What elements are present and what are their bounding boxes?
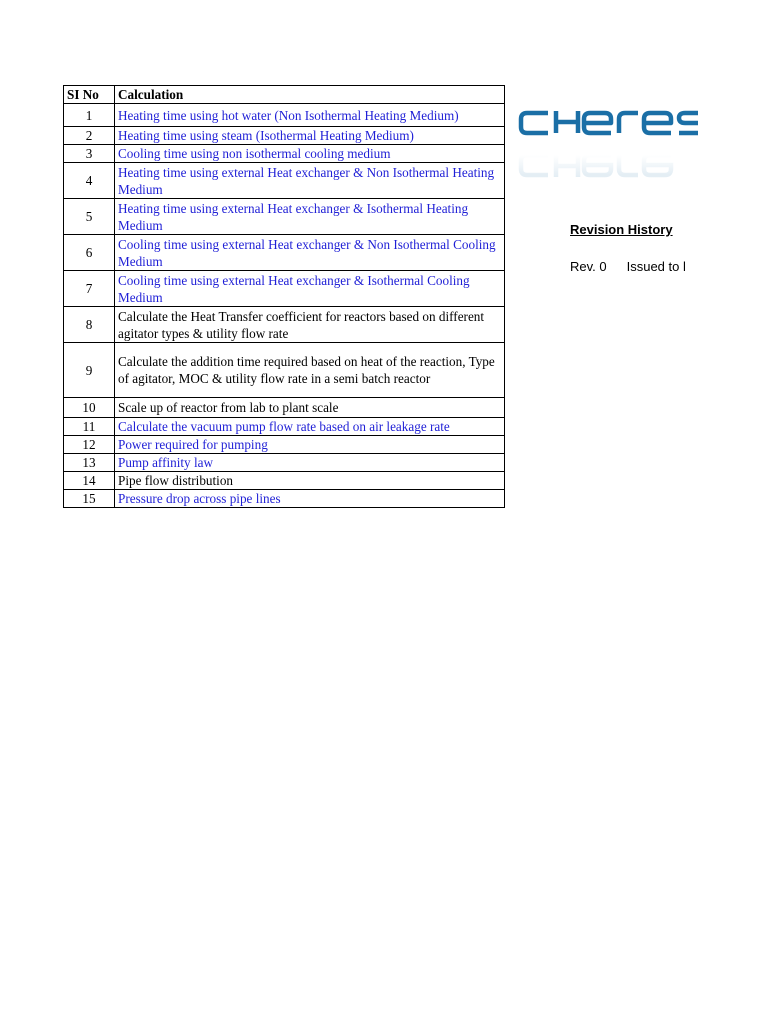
calculation-text: Scale up of reactor from lab to plant scale bbox=[115, 398, 505, 418]
row-number: 9 bbox=[64, 343, 115, 398]
table-row bbox=[64, 127, 505, 145]
row-number: 3 bbox=[64, 145, 115, 163]
row-number: 14 bbox=[64, 472, 115, 490]
calculation-index-table bbox=[63, 85, 505, 508]
calculation-link[interactable]: Cooling time using external Heat exchanger & Isothermal Cooling Medium bbox=[115, 271, 505, 307]
calculation-link[interactable]: Cooling time using non isothermal cooling medium bbox=[115, 145, 505, 163]
calculation-link[interactable]: Calculate the vacuum pump flow rate based on air leakage rate bbox=[115, 418, 505, 436]
calculation-text: Pipe flow distribution bbox=[115, 472, 505, 490]
revision-history-title: Revision History bbox=[570, 222, 673, 237]
row-number: 4 bbox=[64, 163, 115, 199]
header-si-no: SI No bbox=[64, 86, 115, 104]
row-number: 8 bbox=[64, 307, 115, 343]
calculation-link[interactable]: Heating time using steam (Isothermal Heating Medium) bbox=[115, 127, 505, 145]
table-row bbox=[64, 490, 505, 508]
row-number: 2 bbox=[64, 127, 115, 145]
table-header-row bbox=[64, 86, 505, 104]
header-calculation: Calculation bbox=[115, 86, 505, 104]
calculation-text: Calculate the addition time required based on heat of the reaction, Type of agitator, MOC & utility flow rate in a semi batch reactor bbox=[115, 343, 505, 398]
table-row bbox=[64, 199, 505, 235]
calculation-link[interactable]: Heating time using hot water (Non Isothermal Heating Medium) bbox=[115, 104, 505, 127]
cheres-logo bbox=[518, 106, 698, 196]
calculation-text: Calculate the Heat Transfer coefficient for reactors based on different agitator types & utility flow rate bbox=[115, 307, 505, 343]
table-row bbox=[64, 436, 505, 454]
row-number: 6 bbox=[64, 235, 115, 271]
table-row bbox=[64, 235, 505, 271]
calculation-link[interactable]: Cooling time using external Heat exchanger & Non Isothermal Cooling Medium bbox=[115, 235, 505, 271]
table-row bbox=[64, 398, 505, 418]
table-row bbox=[64, 418, 505, 436]
row-number: 10 bbox=[64, 398, 115, 418]
table-row bbox=[64, 454, 505, 472]
table-row bbox=[64, 472, 505, 490]
revision-note: Issued to l bbox=[626, 259, 686, 274]
table-row bbox=[64, 343, 505, 398]
row-number: 12 bbox=[64, 436, 115, 454]
revision-number: Rev. 0 bbox=[570, 259, 607, 274]
calculation-link[interactable]: Heating time using external Heat exchanger & Non Isothermal Heating Medium bbox=[115, 163, 505, 199]
table-row bbox=[64, 145, 505, 163]
calculation-link[interactable]: Pressure drop across pipe lines bbox=[115, 490, 505, 508]
table-row bbox=[64, 104, 505, 127]
calculation-link[interactable]: Heating time using external Heat exchanger & Isothermal Heating Medium bbox=[115, 199, 505, 235]
calculation-link[interactable]: Pump affinity law bbox=[115, 454, 505, 472]
row-number: 15 bbox=[64, 490, 115, 508]
table-row bbox=[64, 163, 505, 199]
calculation-link[interactable]: Power required for pumping bbox=[115, 436, 505, 454]
revision-row bbox=[570, 259, 696, 274]
table-row bbox=[64, 271, 505, 307]
row-number: 1 bbox=[64, 104, 115, 127]
row-number: 7 bbox=[64, 271, 115, 307]
row-number: 13 bbox=[64, 454, 115, 472]
table-row bbox=[64, 307, 505, 343]
row-number: 5 bbox=[64, 199, 115, 235]
row-number: 11 bbox=[64, 418, 115, 436]
